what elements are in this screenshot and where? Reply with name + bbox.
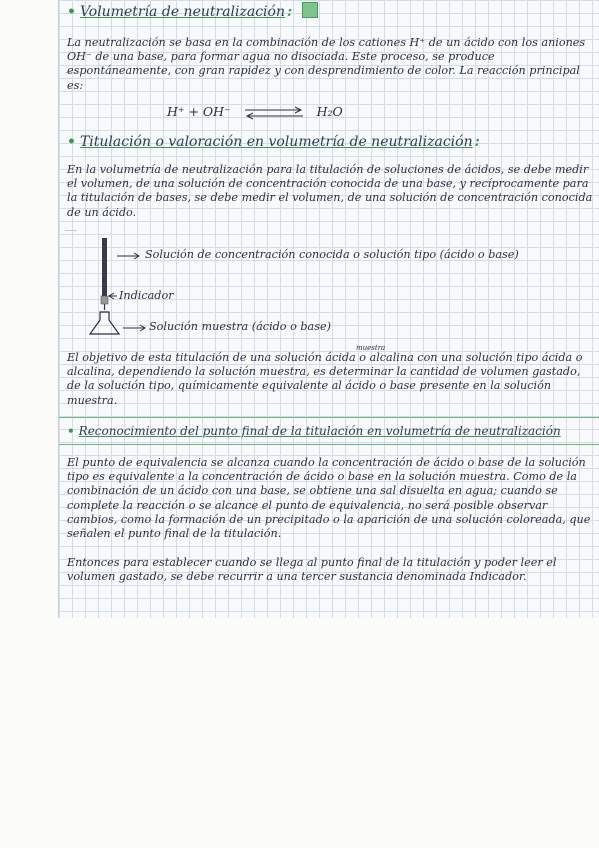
notebook-page bbox=[58, 0, 599, 618]
section-1-heading: • Volumetría de neutralización : bbox=[67, 2, 318, 20]
section-2-body-2: El objetivo de esta titulación de una solución ácida o alcalina con una solución tipo ácida o alcalina, dependiendo la solución muestra, es determinar la cantidad de volumen gastado, de la solución tipo, químicamente equivalente al ácido o base presente en la solución muestra. bbox=[67, 351, 583, 407]
section-3-body-2: Entonces para establecer cuando se llega al punto final de la titulación y poder leer el volumen gastado, se debe recurrir a una tercer sustancia denominada Indicador. bbox=[67, 556, 557, 584]
interline-note: muestra bbox=[356, 344, 386, 352]
section-3-heading: • Reconocimiento del punto final de la titulación en volumetría de neutralización bbox=[67, 424, 561, 438]
section-divider bbox=[59, 417, 599, 418]
highlight-mark-icon bbox=[302, 2, 318, 18]
section-divider bbox=[59, 444, 599, 445]
indicator-label: Indicador bbox=[119, 289, 174, 302]
reversible-arrow-icon bbox=[243, 106, 305, 120]
section-3-body: El punto de equivalencia se alcanza cuando la concentración de ácido o base de la solución tipo es equivalente a la concentración de ácido o base en la solución muestra. Como de la combinación de un ácido con una base, se obtiene una sal disuelta en agua; cuando se complete la reacción o se alcance el punto de equivalencia, no será posible observar cambios, como la formación de un precipitado o la aparición de una solución coloreada, que señalen el punto final de la titulación. bbox=[67, 456, 591, 541]
reaction-equation: H⁺ + OH⁻ H₂O bbox=[167, 104, 343, 119]
titration-diagram bbox=[59, 234, 599, 340]
section-1-body: La neutralización se basa en la combinación de los cationes H⁺ de un ácido con los aniones OH⁻ de una base, para formar agua no disociada. Este proceso, se produce espontáneamente, con gran rapidez y con desprendimiento de color. La reacción principal es: bbox=[67, 36, 586, 92]
section-2-heading: • Titulación o valoración en volumetría de neutralización : bbox=[67, 134, 480, 150]
burette-label: Solución de concentración conocida o solución tipo (ácido o base) bbox=[145, 248, 519, 261]
section-2-body: En la volumetría de neutralización para la titulación de soluciones de ácidos, se debe medir el volumen, de una solución de concentración conocida de una base, y recíprocamente para la titulación de bases, se debe medir el volumen, de una solución de concentración conocida de un ácido. bbox=[67, 163, 593, 219]
flask-label: Solución muestra (ácido o base) bbox=[149, 320, 331, 333]
margin-mark bbox=[65, 230, 77, 231]
